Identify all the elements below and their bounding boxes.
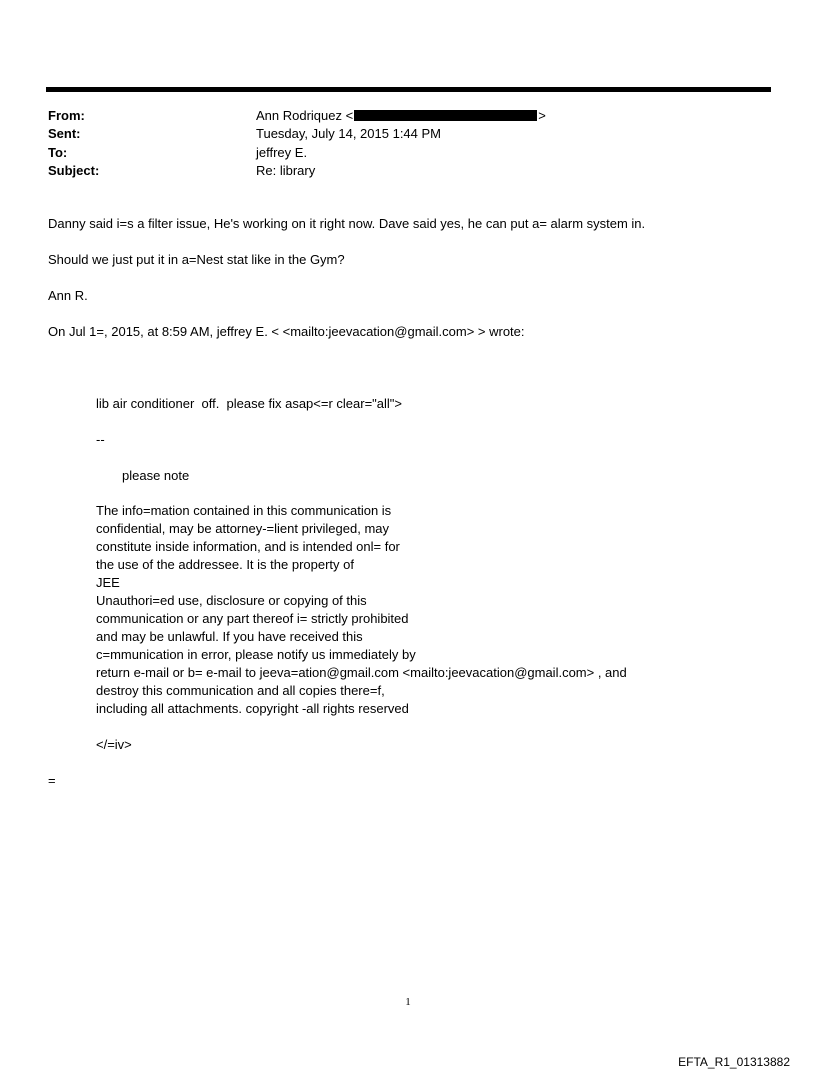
disclaimer-heading: please note xyxy=(122,468,190,483)
disclaimer-line: The info=mation contained in this communication is xyxy=(96,503,392,518)
to-value: jeffrey E. xyxy=(256,145,308,160)
to-label: To: xyxy=(48,145,68,160)
bates-number: EFTA_R1_01313882 xyxy=(678,1055,790,1069)
from-value xyxy=(256,108,546,123)
body-paragraph-1: Danny said i=s a filter issue, He's working on it right now. Dave said yes, he can put a= alarm system in. xyxy=(48,216,646,231)
reply-attribution: On Jul 1=, 2015, at 8:59 AM, jeffrey E. < <mailto:jeevacation@gmail.com> > wrote: xyxy=(48,324,525,339)
body-paragraph-2: Should we just put it in a=Nest stat like in the Gym? xyxy=(48,252,345,267)
header-rule xyxy=(46,87,771,92)
disclaimer-line: constitute inside information, and is intended onl= for xyxy=(96,539,400,554)
disclaimer-line: the use of the addressee. It is the property of xyxy=(96,557,354,572)
quoted-message: lib air conditioner off. please fix asap<=r clear="all"> xyxy=(96,396,402,411)
redaction-block xyxy=(354,110,537,121)
quoted-closing-tag: </=iv> xyxy=(96,737,132,752)
disclaimer-line: JEE xyxy=(96,575,120,590)
disclaimer-line: communication or any part thereof i= strictly prohibited xyxy=(96,611,409,626)
quoted-separator: -- xyxy=(96,432,105,447)
disclaimer-line: and may be unlawful. If you have received this xyxy=(96,629,363,644)
from-close: > xyxy=(538,108,546,123)
disclaimer-line: destroy this communication and all copies there=f, xyxy=(96,683,385,698)
disclaimer-line: Unauthori=ed use, disclosure or copying of this xyxy=(96,593,367,608)
disclaimer-line: confidential, may be attorney-=lient privileged, may xyxy=(96,521,390,536)
page-number: 1 xyxy=(405,996,411,1008)
disclaimer-line: return e-mail or b= e-mail to jeeva=ation@gmail.com <mailto:jeevacation@gmail.com> , and xyxy=(96,665,627,680)
disclaimer-line: c=mmunication in error, please notify us immediately by xyxy=(96,647,416,662)
subject-label: Subject: xyxy=(48,163,100,178)
sent-label: Sent: xyxy=(48,126,81,141)
sent-value: Tuesday, July 14, 2015 1:44 PM xyxy=(256,126,441,141)
signature: Ann R. xyxy=(48,288,88,303)
subject-value: Re: library xyxy=(256,163,316,178)
disclaimer-line: including all attachments. copyright -all rights reserved xyxy=(96,701,409,716)
trailer-mark: = xyxy=(48,773,56,788)
from-name: Ann Rodriquez < xyxy=(256,108,354,123)
from-label: From: xyxy=(48,108,85,123)
